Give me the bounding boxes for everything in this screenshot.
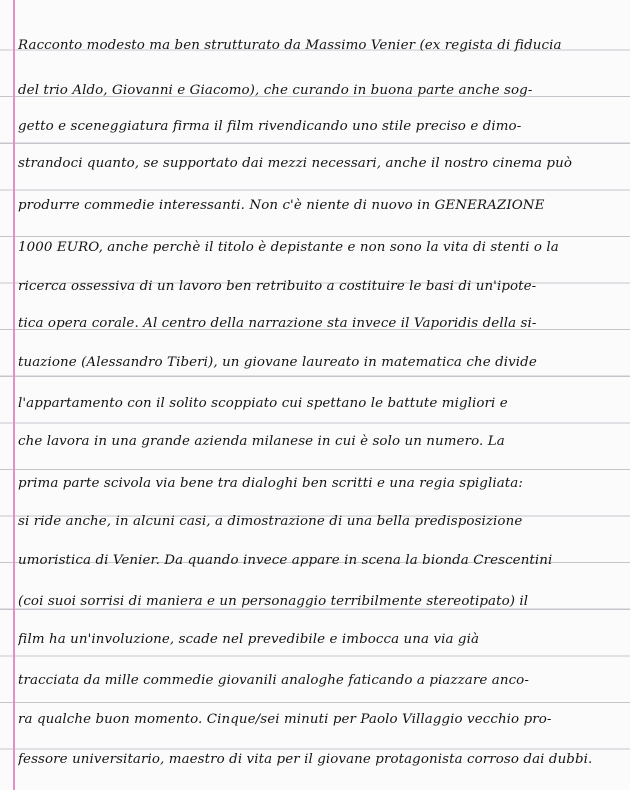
text-line: prima parte scivola via bene tra dialoghi ben scritti e una regia spigliata: (18, 476, 523, 491)
text-line: tuazione (Alessandro Tiberi), un giovane laureato in matematica che divide (18, 355, 537, 370)
text-line: che lavora in una grande azienda milanese in cui è solo un numero. La (18, 434, 505, 449)
text-line: del trio Aldo, Giovanni e Giacomo), che curando in buona parte anche sog- (18, 83, 533, 98)
text-line: si ride anche, in alcuni casi, a dimostrazione di una bella predisposizione (18, 514, 523, 529)
text-line: tica opera corale. Al centro della narrazione sta invece il Vaporidis della si- (18, 316, 537, 331)
margin-line (13, 0, 15, 790)
text-line: l'appartamento con il solito scoppiato cui spettano le battute migliori e (18, 396, 508, 411)
text-line: produrre commedie interessanti. Non c'è niente di nuovo in GENERAZIONE (18, 198, 545, 213)
text-line: umoristica di Venier. Da quando invece appare in scena la bionda Crescentini (18, 553, 553, 568)
text-line: 1000 EURO, anche perchè il titolo è depistante e non sono la vita di stenti o la (18, 240, 559, 255)
text-line: fessore universitario, maestro di vita per il giovane protagonista corroso dai dubbi. (18, 752, 593, 767)
text-line: ricerca ossessiva di un lavoro ben retribuito a costituire le basi di un'ipote- (18, 279, 537, 294)
text-line: tracciata da mille commedie giovanili analoghe faticando a piazzare anco- (18, 673, 529, 688)
text-line: getto e sceneggiatura firma il film rivendicando uno stile preciso e dimo- (18, 119, 522, 134)
text-line: film ha un'involuzione, scade nel prevedibile e imbocca una via già (18, 632, 480, 647)
text-line: (coi suoi sorrisi di maniera e un personaggio terribilmente stereotipato) il (18, 594, 529, 609)
text-line: Racconto modesto ma ben strutturato da Massimo Venier (ex regista di fiducia (18, 38, 562, 53)
text-line: ra qualche buon momento. Cinque/sei minuti per Paolo Villaggio vecchio pro- (18, 712, 552, 727)
text-line: strandoci quanto, se supportato dai mezzi necessari, anche il nostro cinema può (18, 156, 572, 171)
